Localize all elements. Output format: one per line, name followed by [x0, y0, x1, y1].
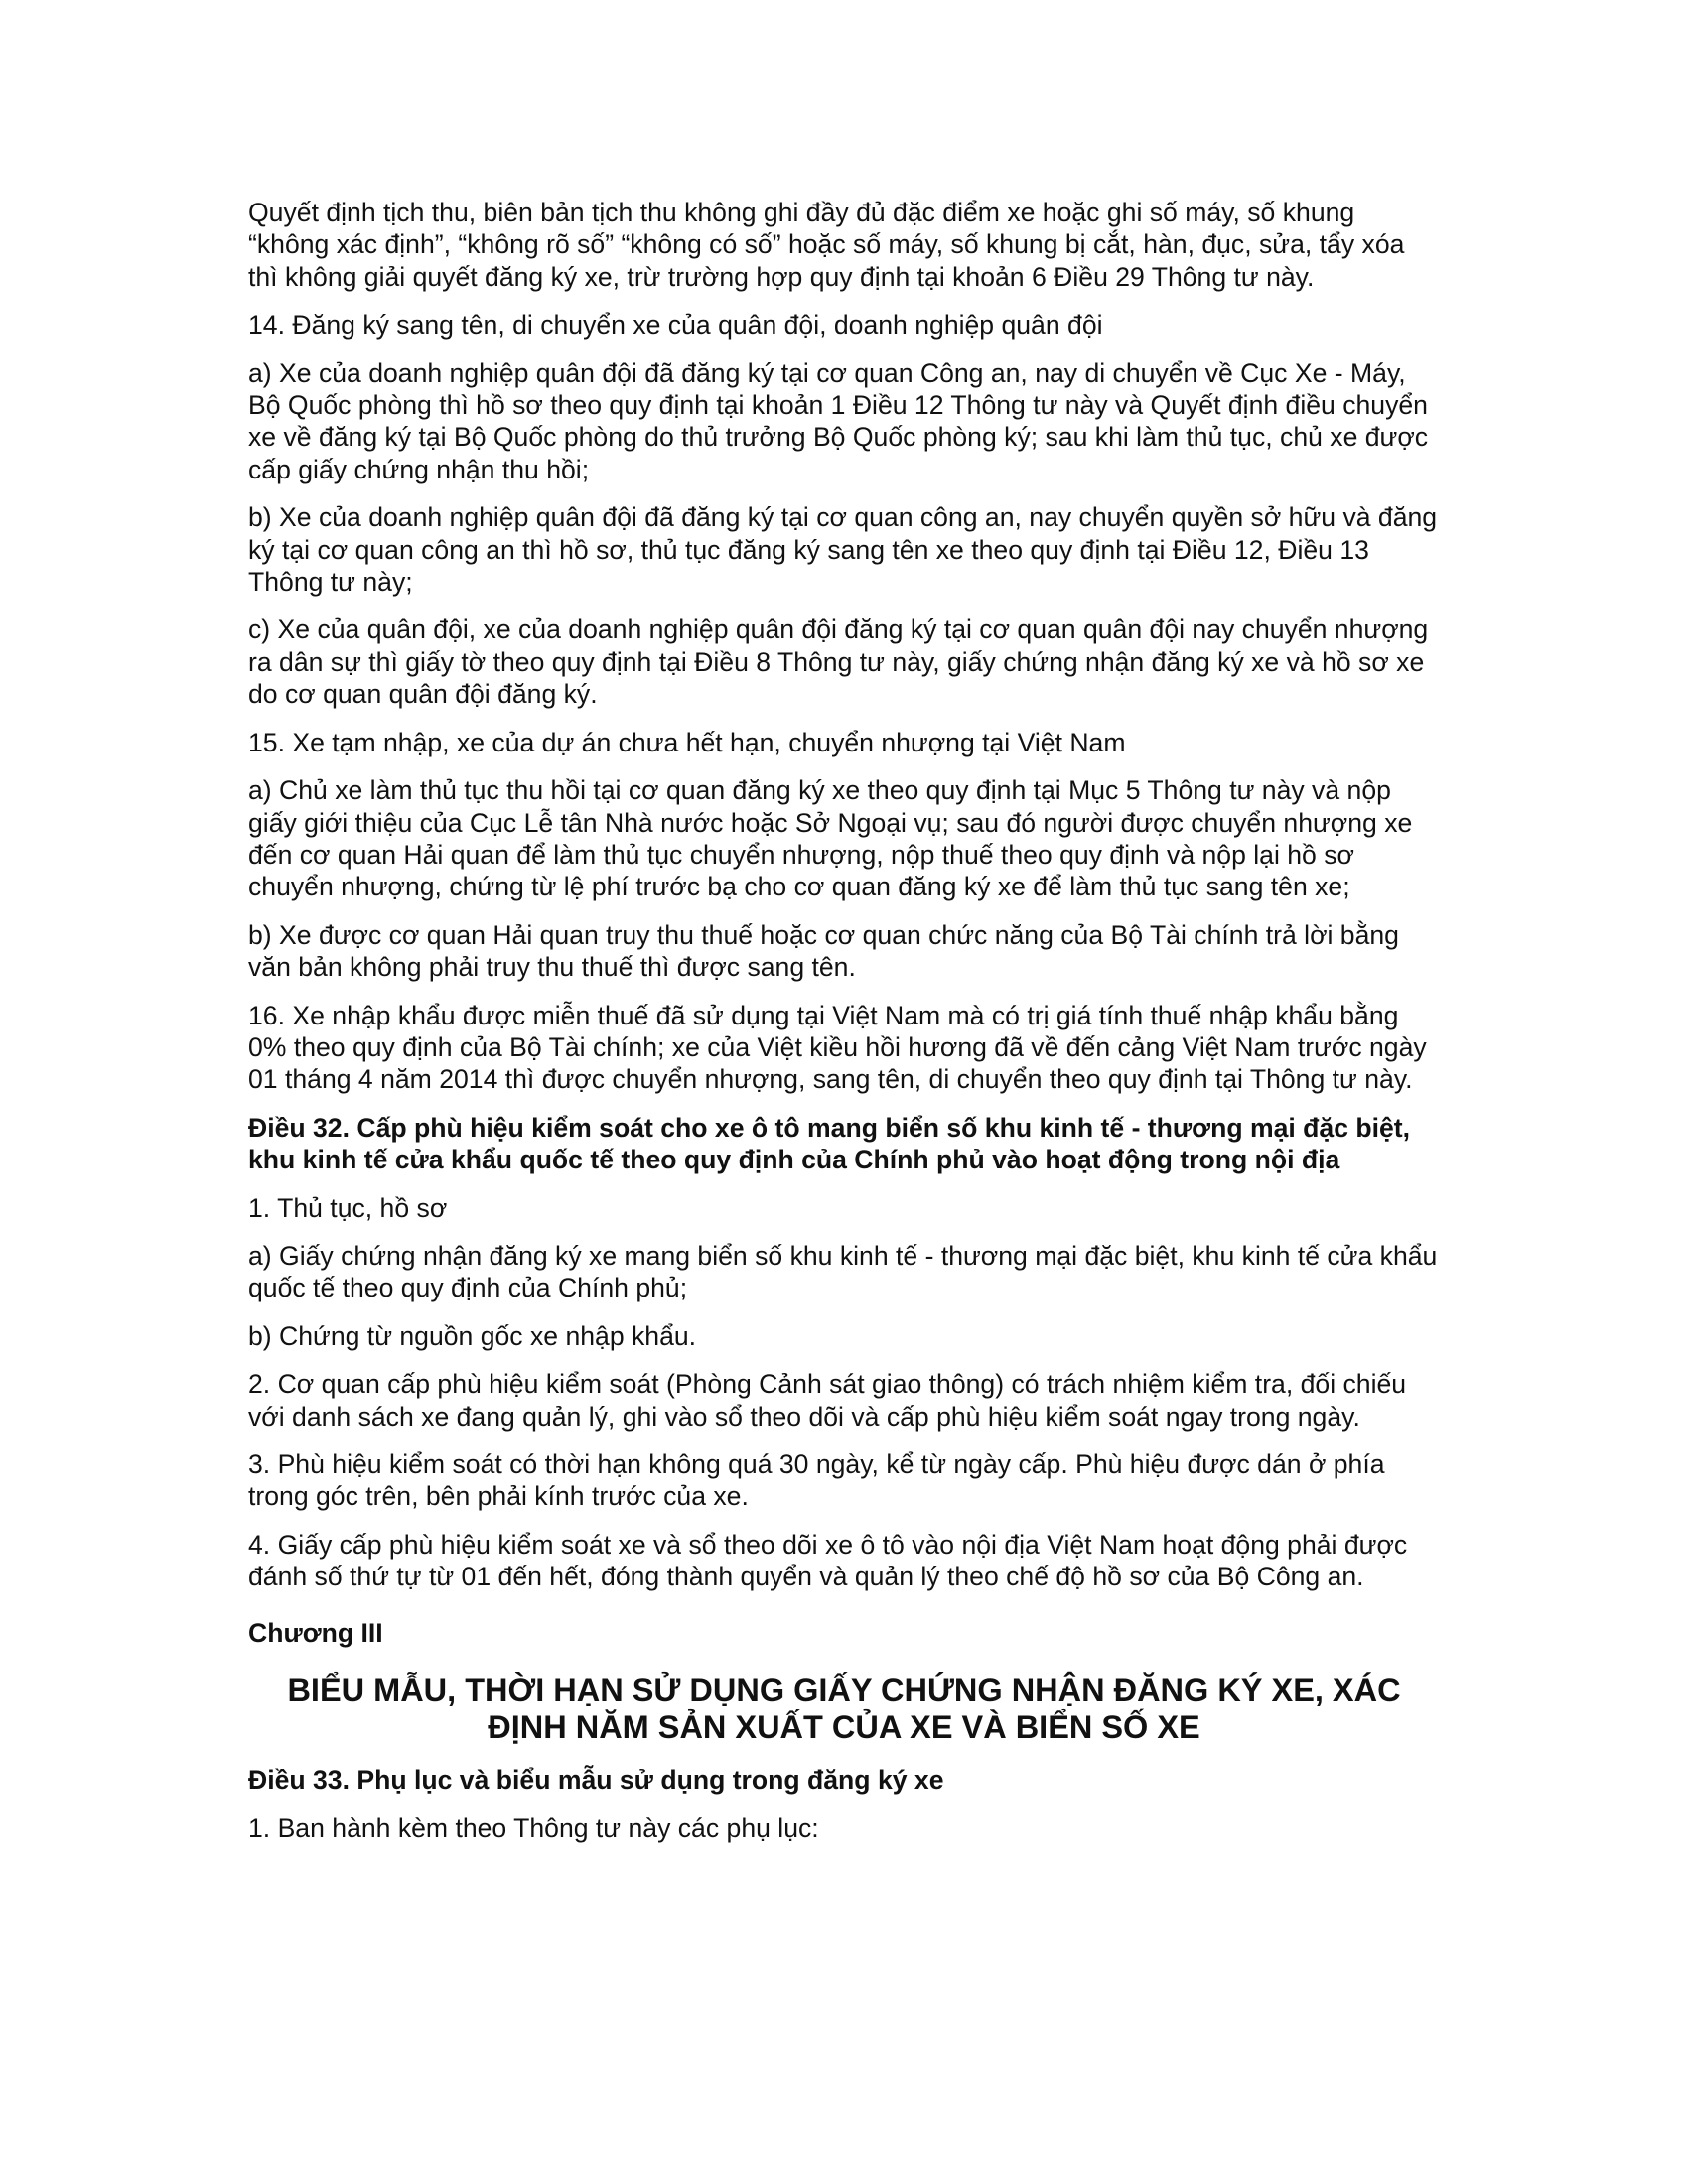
clause-14-heading: 14. Đăng ký sang tên, di chuyển xe của quân đội, doanh nghiệp quân đội: [248, 310, 1103, 341]
paragraph-confiscation-note: Quyết định tịch thu, biên bản tịch thu không ghi đầy đủ đặc điểm xe hoặc ghi số máy, số khung “không xác định”, “không rõ số” “không có số” hoặc số máy, số khung bị cắt, hàn, đục, sửa, tẩy xóa thì không giải quyết đăng ký xe, trừ trường hợp quy định tại khoản 6 Điều 29 Thông tư này.: [248, 198, 1405, 292]
article-32-clause-2: 2. Cơ quan cấp phù hiệu kiểm soát (Phòng Cảnh sát giao thông) có trách nhiệm kiểm tra, đối chiếu với danh sách xe đang quản lý, ghi vào sổ theo dõi và cấp phù hiệu kiểm soát ngay trong ngày.: [248, 1369, 1407, 1432]
clause-15-heading: 15. Xe tạm nhập, xe của dự án chưa hết hạn, chuyển nhượng tại Việt Nam: [248, 727, 1126, 757]
clause-15-point-a: a) Chủ xe làm thủ tục thu hồi tại cơ quan đăng ký xe theo quy định tại Mục 5 Thông tư này và nộp giấy giới thiệu của Cục Lễ tân Nhà nước hoặc Sở Ngoại vụ; sau đó người được chuyển nhượng xe đến cơ quan Hải quan để làm thủ tục chuyển nhượng, nộp thuế theo quy định và nộp lại hồ sơ chuyển nhượng, chứng từ lệ phí trước bạ cho cơ quan đăng ký xe để làm thủ tục sang tên xe;: [248, 775, 1413, 902]
clause-16: 16. Xe nhập khẩu được miễn thuế đã sử dụng tại Việt Nam mà có trị giá tính thuế nhập khẩu bằng 0% theo quy định của Bộ Tài chính; xe của Việt kiều hồi hương đã về đến cảng Việt Nam trước ngày 01 tháng 4 năm 2014 thì được chuyển nhượng, sang tên, di chuyển theo quy định tại Thông tư này.: [248, 1000, 1427, 1095]
clause-14-point-c: c) Xe của quân đội, xe của doanh nghiệp quân đội đăng ký tại cơ quan quân đội nay chuyển nhượng ra dân sự thì giấy tờ theo quy định tại Điều 8 Thông tư này, giấy chứng nhận đăng ký xe và hồ sơ xe do cơ quan quân đội đăng ký.: [248, 614, 1429, 710]
article-33-heading: Điều 33. Phụ lục và biểu mẫu sử dụng trong đăng ký xe: [248, 1764, 944, 1795]
article-32-clause-3: 3. Phù hiệu kiểm soát có thời hạn không quá 30 ngày, kể từ ngày cấp. Phù hiệu được dán ở phía trong góc trên, bên phải kính trước của xe.: [248, 1449, 1385, 1512]
article-32-clause-1-point-a: a) Giấy chứng nhận đăng ký xe mang biển số khu kinh tế - thương mại đặc biệt, khu kinh tế cửa khẩu quốc tế theo quy định của Chính phủ;: [248, 1240, 1438, 1303]
chapter-title: BIỂU MẪU, THỜI HẠN SỬ DỤNG GIẤY CHỨNG NHẬN ĐĂNG KÝ XE, XÁC ĐỊNH NĂM SẢN XUẤT CỦA XE VÀ BIỂN SỐ XE: [287, 1671, 1401, 1745]
article-32-clause-1: 1. Thủ tục, hồ sơ: [248, 1192, 448, 1223]
clause-14-point-b: b) Xe của doanh nghiệp quân đội đã đăng ký tại cơ quan công an, nay chuyển quyền sở hữu và đăng ký tại cơ quan công an thì hồ sơ, thủ tục đăng ký sang tên xe theo quy định tại Điều 12, Điều 13 Thông tư này;: [248, 502, 1438, 598]
article-32-heading: Điều 32. Cấp phù hiệu kiểm soát cho xe ô tô mang biển số khu kinh tế - thương mại đặc biệt, khu kinh tế cửa khẩu quốc tế theo quy định của Chính phủ vào hoạt động trong nội địa: [248, 1112, 1411, 1175]
document-page: [248, 197, 1440, 1859]
chapter-label: Chương III: [248, 1617, 383, 1648]
article-32-clause-4: 4. Giấy cấp phù hiệu kiểm soát xe và sổ theo dõi xe ô tô vào nội địa Việt Nam hoạt động phải được đánh số thứ tự từ 01 đến hết, đóng thành quyển và quản lý theo chế độ hồ sơ của Bộ Công an.: [248, 1529, 1408, 1592]
article-32-clause-1-point-b: b) Chứng từ nguồn gốc xe nhập khẩu.: [248, 1320, 697, 1351]
article-33-clause-1: 1. Ban hành kèm theo Thông tư này các phụ lục:: [248, 1813, 819, 1843]
clause-15-point-b: b) Xe được cơ quan Hải quan truy thu thuế hoặc cơ quan chức năng của Bộ Tài chính trả lời bằng văn bản không phải truy thu thuế thì được sang tên.: [248, 919, 1399, 983]
clause-14-point-a: a) Xe của doanh nghiệp quân đội đã đăng ký tại cơ quan Công an, nay di chuyển về Cục Xe - Máy, Bộ Quốc phòng thì hồ sơ theo quy định tại khoản 1 Điều 12 Thông tư này và Quyết định điều chuyển xe về đăng ký tại Bộ Quốc phòng do thủ trưởng Bộ Quốc phòng ký; sau khi làm thủ tục, chủ xe được cấp giấy chứng nhận thu hồi;: [248, 357, 1429, 484]
